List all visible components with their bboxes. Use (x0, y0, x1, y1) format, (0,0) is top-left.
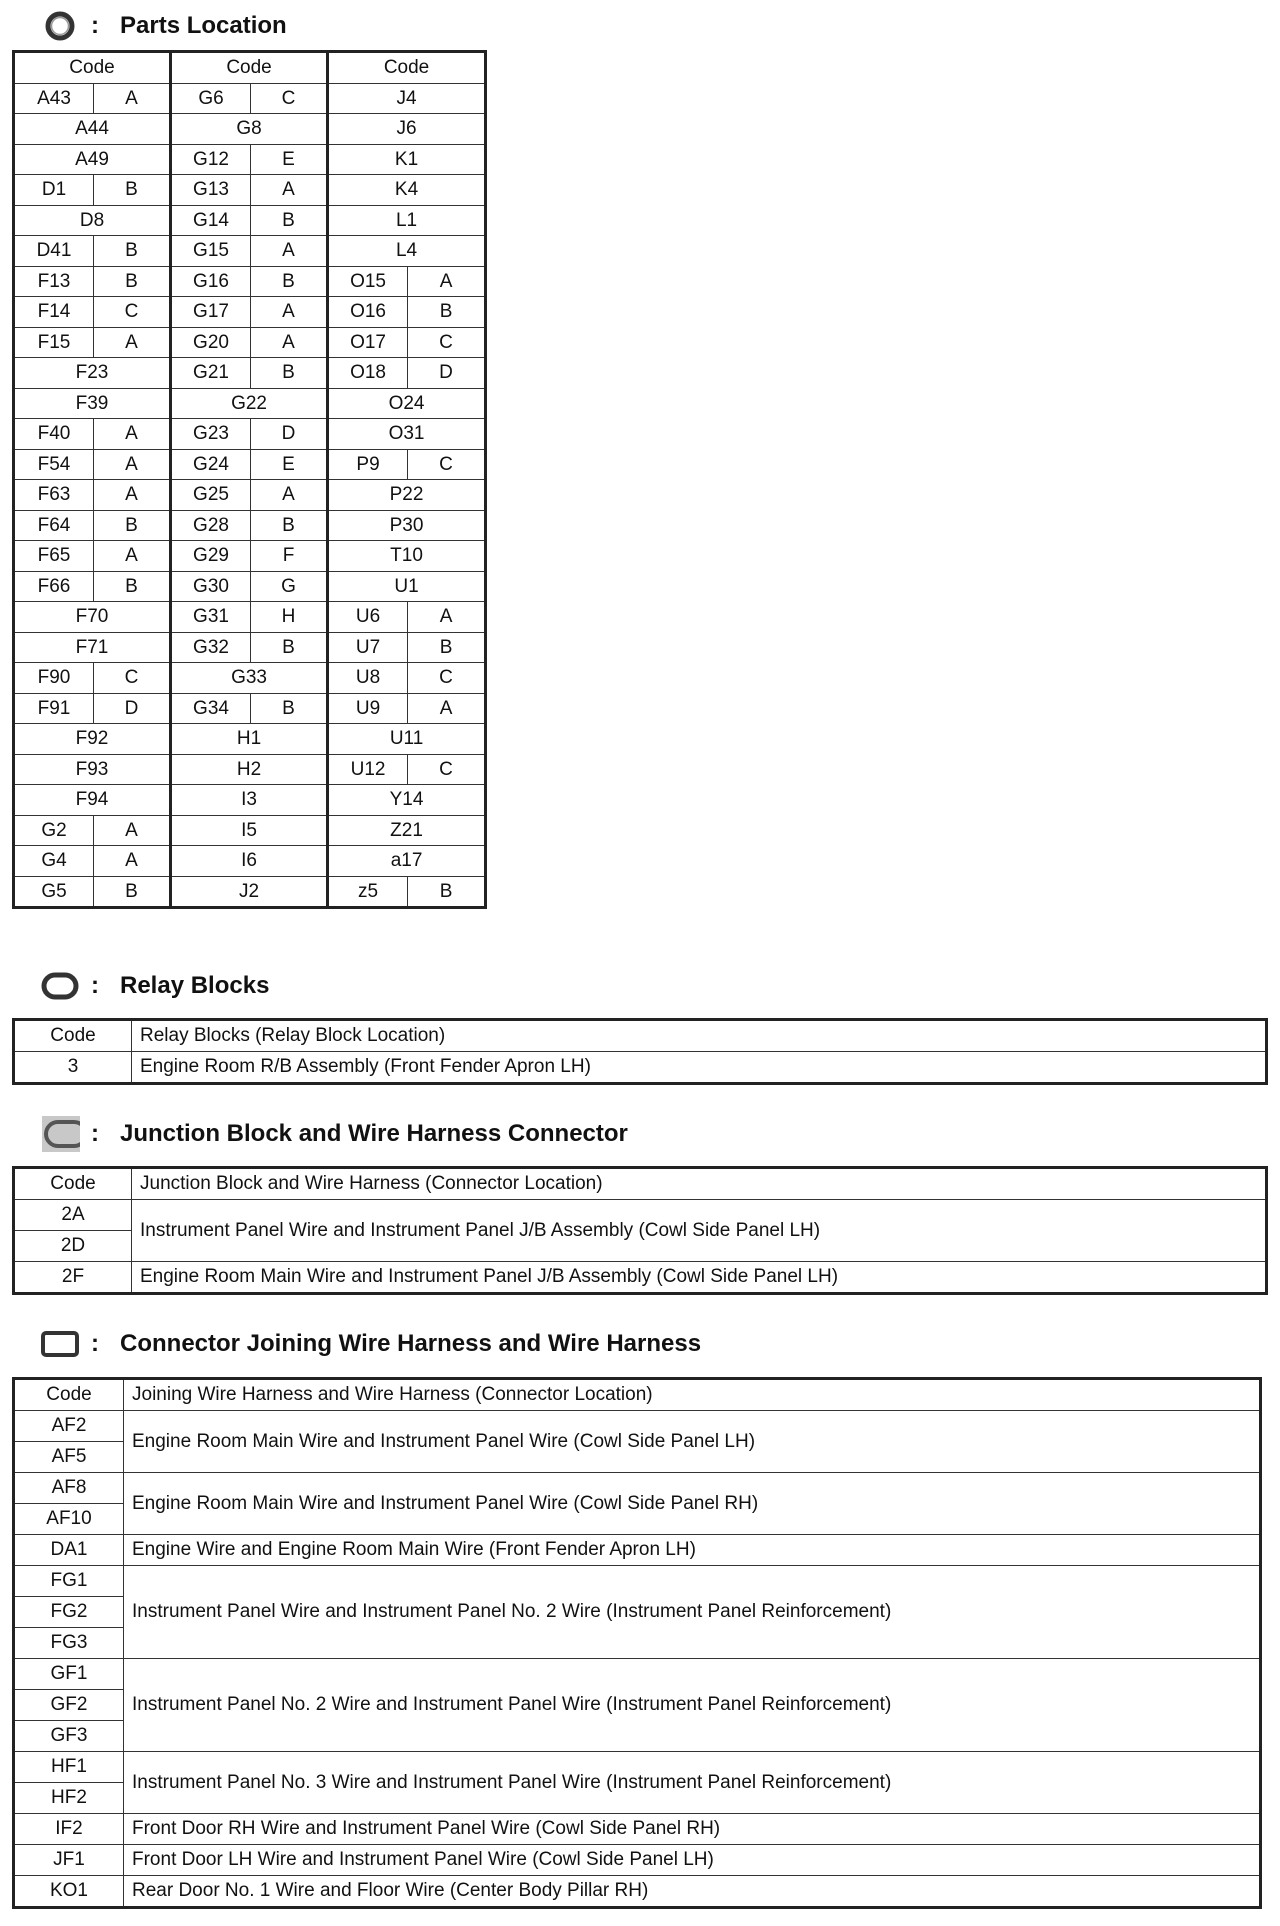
connector-code: KO1 (49, 1879, 89, 1901)
part-code-cell: U11 (328, 724, 486, 755)
table-row (14, 876, 486, 908)
location-description: Instrument Panel Wire and Instrument Panel J/B Assembly (Cowl Side Panel LH) (132, 1199, 1267, 1261)
location-description: Instrument Panel Wire and Instrument Panel No. 2 Wire (Instrument Panel Reinforcement) (124, 1565, 1261, 1658)
part-code-cell: U6 (328, 602, 408, 633)
code-cell (14, 1261, 132, 1293)
connector-code: HF2 (51, 1786, 87, 1808)
heading-colon: : (91, 1120, 99, 1147)
part-position-cell: B (94, 510, 171, 541)
connector-code: JF1 (53, 1848, 85, 1870)
code-cell (14, 1658, 124, 1751)
part-position-cell: A (408, 602, 486, 633)
code-column-header: Code (14, 1020, 132, 1052)
part-code-cell: G13 (171, 175, 251, 206)
part-code-cell: D8 (14, 205, 171, 236)
table-row (14, 1534, 1261, 1565)
part-position-cell: C (408, 327, 486, 358)
part-code-cell: T10 (328, 541, 486, 572)
part-code-cell: O15 (328, 266, 408, 297)
part-position-cell: A (251, 327, 328, 358)
table-row (14, 297, 486, 328)
location-description: Engine Room Main Wire and Instrument Panel Wire (Cowl Side Panel LH) (124, 1410, 1261, 1472)
part-code-cell: D41 (14, 236, 94, 267)
location-description: Engine Room Main Wire and Instrument Panel Wire (Cowl Side Panel RH) (124, 1472, 1261, 1534)
part-position-cell: G (251, 571, 328, 602)
part-code-cell: L1 (328, 205, 486, 236)
part-position-cell: B (94, 175, 171, 206)
part-position-cell: B (94, 571, 171, 602)
part-code-cell: Z21 (328, 815, 486, 846)
part-position-cell: A (94, 480, 171, 511)
heading-colon: : (91, 1330, 99, 1357)
part-position-cell: A (94, 541, 171, 572)
table-row (14, 785, 486, 816)
part-code-cell: F39 (14, 388, 171, 419)
part-code-cell: F91 (14, 693, 94, 724)
connector-code: AF2 (15, 1411, 123, 1442)
part-position-cell: B (94, 876, 171, 908)
table-row (14, 1813, 1261, 1844)
location-description: Instrument Panel No. 2 Wire and Instrument Panel Wire (Instrument Panel Reinforcement) (124, 1658, 1261, 1751)
connector-code: 3 (67, 1055, 79, 1077)
part-code-cell: H1 (171, 724, 328, 755)
location-description: Rear Door No. 1 Wire and Floor Wire (Center Body Pillar RH) (124, 1875, 1261, 1907)
part-position-cell: B (408, 876, 486, 908)
connector-code: AF5 (51, 1445, 87, 1467)
part-code-cell: G12 (171, 144, 251, 175)
location-description: Engine Room R/B Assembly (Front Fender Apron LH) (132, 1051, 1267, 1083)
part-code-cell: K1 (328, 144, 486, 175)
location-description: Engine Wire and Engine Room Main Wire (Front Fender Apron LH) (124, 1534, 1261, 1565)
part-position-cell: B (408, 632, 486, 663)
part-code-cell: F64 (14, 510, 94, 541)
code-cell (14, 1472, 124, 1534)
part-position-cell: F (251, 541, 328, 572)
rectangle-symbol-icon (40, 1329, 80, 1359)
part-code-cell: F15 (14, 327, 94, 358)
part-code-cell: G32 (171, 632, 251, 663)
table-row (14, 1410, 1261, 1472)
junction-block-title: Junction Block and Wire Harness Connector (120, 1120, 628, 1147)
part-position-cell: A (251, 236, 328, 267)
part-code-cell: F13 (14, 266, 94, 297)
part-code-cell: G22 (171, 388, 328, 419)
part-code-cell: P22 (328, 480, 486, 511)
table-row (14, 144, 486, 175)
code-column-header: Code (14, 1168, 132, 1200)
code-cell (14, 1534, 124, 1565)
junction-block-table (12, 1166, 1268, 1295)
part-code-cell: G28 (171, 510, 251, 541)
part-code-cell: I5 (171, 815, 328, 846)
heading-colon: : (91, 972, 99, 999)
part-position-cell: B (408, 297, 486, 328)
part-position-cell: C (94, 663, 171, 694)
part-code-cell: F90 (14, 663, 94, 694)
code-cell (14, 1051, 132, 1083)
part-code-cell: G23 (171, 419, 251, 450)
part-position-cell: B (94, 236, 171, 267)
part-position-cell: B (251, 358, 328, 389)
table-row (14, 1472, 1261, 1534)
table-row (14, 1565, 1261, 1658)
parts-location-title: Parts Location (120, 12, 287, 39)
table-header-row (14, 1379, 1261, 1411)
table-row (14, 541, 486, 572)
part-code-cell: G21 (171, 358, 251, 389)
shaded-oval-symbol-icon (40, 1119, 80, 1149)
table-row (14, 83, 486, 114)
part-code-cell: G29 (171, 541, 251, 572)
part-code-cell: G20 (171, 327, 251, 358)
part-code-cell: H2 (171, 754, 328, 785)
part-code-cell: F94 (14, 785, 171, 816)
table-row (14, 1875, 1261, 1907)
part-code-cell: G14 (171, 205, 251, 236)
column-header: Code (328, 52, 486, 84)
part-position-cell: C (94, 297, 171, 328)
table-row (14, 236, 486, 267)
part-code-cell: J4 (328, 83, 486, 114)
code-cell (14, 1410, 124, 1472)
part-code-cell: G17 (171, 297, 251, 328)
table-row (14, 358, 486, 389)
part-code-cell: G24 (171, 449, 251, 480)
part-position-cell: A (94, 815, 171, 846)
table-row (14, 175, 486, 206)
part-code-cell: F70 (14, 602, 171, 633)
code-cell (14, 1565, 124, 1658)
table-row (14, 266, 486, 297)
code-cell (14, 1844, 124, 1875)
part-code-cell: F93 (14, 754, 171, 785)
connector-joining-heading (40, 1326, 701, 1362)
table-row (14, 571, 486, 602)
part-code-cell: G5 (14, 876, 94, 908)
parts-location-table (12, 50, 487, 909)
part-code-cell: U1 (328, 571, 486, 602)
connector-code: FG2 (15, 1597, 123, 1628)
connector-code: 2F (61, 1265, 85, 1287)
location-column-header: Junction Block and Wire Harness (Connector Location) (132, 1168, 1267, 1200)
table-row (14, 693, 486, 724)
table-row (14, 480, 486, 511)
location-description: Instrument Panel No. 3 Wire and Instrument Panel Wire (Instrument Panel Reinforcement) (124, 1751, 1261, 1813)
part-code-cell: U12 (328, 754, 408, 785)
part-code-cell: I3 (171, 785, 328, 816)
part-position-cell: A (408, 693, 486, 724)
part-position-cell: C (408, 663, 486, 694)
part-code-cell: G4 (14, 846, 94, 877)
part-code-cell: G16 (171, 266, 251, 297)
part-position-cell: B (251, 632, 328, 663)
code-cell (14, 1199, 132, 1261)
connector-code: AF8 (15, 1473, 123, 1504)
table-row (14, 815, 486, 846)
part-code-cell: P9 (328, 449, 408, 480)
part-code-cell: O18 (328, 358, 408, 389)
part-code-cell: F65 (14, 541, 94, 572)
part-code-cell: D1 (14, 175, 94, 206)
part-position-cell: A (251, 297, 328, 328)
part-position-cell: A (94, 449, 171, 480)
part-position-cell: C (408, 449, 486, 480)
parts-location-heading (40, 8, 287, 44)
table-row (14, 632, 486, 663)
code-cell (14, 1813, 124, 1844)
relay-blocks-heading (40, 968, 269, 1004)
connector-code: AF10 (46, 1507, 92, 1529)
part-position-cell: E (251, 144, 328, 175)
part-code-cell: O24 (328, 388, 486, 419)
part-code-cell: F71 (14, 632, 171, 663)
table-row (14, 1658, 1261, 1751)
part-code-cell: F40 (14, 419, 94, 450)
junction-block-heading (40, 1116, 628, 1152)
part-position-cell: B (251, 205, 328, 236)
location-description: Front Door LH Wire and Instrument Panel Wire (Cowl Side Panel LH) (124, 1844, 1261, 1875)
table-row (14, 846, 486, 877)
part-code-cell: P30 (328, 510, 486, 541)
part-code-cell: F23 (14, 358, 171, 389)
part-position-cell: A (251, 480, 328, 511)
part-position-cell: E (251, 449, 328, 480)
part-position-cell: D (251, 419, 328, 450)
part-code-cell: A44 (14, 114, 171, 145)
table-header-row (14, 1168, 1267, 1200)
relay-blocks-table (12, 1018, 1268, 1085)
part-position-cell: B (251, 510, 328, 541)
part-position-cell: B (94, 266, 171, 297)
circle-symbol-icon (40, 11, 80, 41)
part-code-cell: F92 (14, 724, 171, 755)
part-code-cell: K4 (328, 175, 486, 206)
part-code-cell: G6 (171, 83, 251, 114)
table-row (14, 1751, 1261, 1813)
part-code-cell: A49 (14, 144, 171, 175)
part-position-cell: B (251, 693, 328, 724)
part-code-cell: J6 (328, 114, 486, 145)
part-code-cell: G30 (171, 571, 251, 602)
connector-joining-title: Connector Joining Wire Harness and Wire Harness (120, 1330, 702, 1357)
part-position-cell: C (408, 754, 486, 785)
connector-code: GF2 (15, 1690, 123, 1721)
connector-code: FG3 (50, 1631, 88, 1653)
part-code-cell: G31 (171, 602, 251, 633)
part-code-cell: G8 (171, 114, 328, 145)
connector-code: HF1 (15, 1752, 123, 1783)
part-code-cell: a17 (328, 846, 486, 877)
part-code-cell: F54 (14, 449, 94, 480)
table-row (14, 114, 486, 145)
part-position-cell: A (94, 327, 171, 358)
part-code-cell: Y14 (328, 785, 486, 816)
table-row (14, 1199, 1267, 1261)
table-row (14, 327, 486, 358)
part-position-cell: A (251, 175, 328, 206)
part-code-cell: A43 (14, 83, 94, 114)
code-cell (14, 1875, 124, 1907)
part-code-cell: G33 (171, 663, 328, 694)
code-column-header: Code (14, 1379, 124, 1411)
part-code-cell: U7 (328, 632, 408, 663)
part-code-cell: O31 (328, 419, 486, 450)
connector-code: 2D (60, 1234, 86, 1256)
part-code-cell: z5 (328, 876, 408, 908)
table-row (14, 754, 486, 785)
part-code-cell: L4 (328, 236, 486, 267)
location-description: Front Door RH Wire and Instrument Panel Wire (Cowl Side Panel RH) (124, 1813, 1261, 1844)
table-row (14, 1051, 1267, 1083)
part-code-cell: G34 (171, 693, 251, 724)
part-position-cell: B (251, 266, 328, 297)
table-row (14, 419, 486, 450)
relay-blocks-title: Relay Blocks (120, 972, 270, 999)
part-position-cell: H (251, 602, 328, 633)
connector-code: IF2 (55, 1817, 83, 1839)
table-row (14, 510, 486, 541)
part-code-cell: G15 (171, 236, 251, 267)
part-position-cell: A (408, 266, 486, 297)
part-position-cell: A (94, 83, 171, 114)
part-position-cell: A (94, 846, 171, 877)
table-row (14, 205, 486, 236)
connector-code: GF3 (50, 1724, 88, 1746)
connector-code: 2A (15, 1200, 131, 1231)
part-code-cell: U8 (328, 663, 408, 694)
column-header: Code (171, 52, 328, 84)
part-code-cell: F63 (14, 480, 94, 511)
code-cell (14, 1751, 124, 1813)
oval-symbol-icon (40, 971, 80, 1001)
connector-code: FG1 (15, 1566, 123, 1597)
location-column-header: Relay Blocks (Relay Block Location) (132, 1020, 1267, 1052)
part-position-cell: C (251, 83, 328, 114)
part-code-cell: F14 (14, 297, 94, 328)
location-description: Engine Room Main Wire and Instrument Panel J/B Assembly (Cowl Side Panel LH) (132, 1261, 1267, 1293)
part-position-cell: A (94, 419, 171, 450)
table-header-row (14, 52, 486, 84)
connector-code: GF1 (15, 1659, 123, 1690)
connector-code: DA1 (50, 1538, 88, 1560)
part-position-cell: D (94, 693, 171, 724)
part-code-cell: I6 (171, 846, 328, 877)
table-row (14, 388, 486, 419)
part-position-cell: D (408, 358, 486, 389)
table-row (14, 724, 486, 755)
part-code-cell: G25 (171, 480, 251, 511)
part-code-cell: U9 (328, 693, 408, 724)
table-row (14, 1844, 1261, 1875)
table-row (14, 1261, 1267, 1293)
part-code-cell: O16 (328, 297, 408, 328)
location-column-header: Joining Wire Harness and Wire Harness (Connector Location) (124, 1379, 1261, 1411)
connector-joining-table (12, 1377, 1262, 1909)
part-code-cell: J2 (171, 876, 328, 908)
table-header-row (14, 1020, 1267, 1052)
table-row (14, 449, 486, 480)
column-header: Code (14, 52, 171, 84)
part-code-cell: O17 (328, 327, 408, 358)
heading-colon: : (91, 12, 99, 39)
table-row (14, 663, 486, 694)
part-code-cell: G2 (14, 815, 94, 846)
table-row (14, 602, 486, 633)
part-code-cell: F66 (14, 571, 94, 602)
